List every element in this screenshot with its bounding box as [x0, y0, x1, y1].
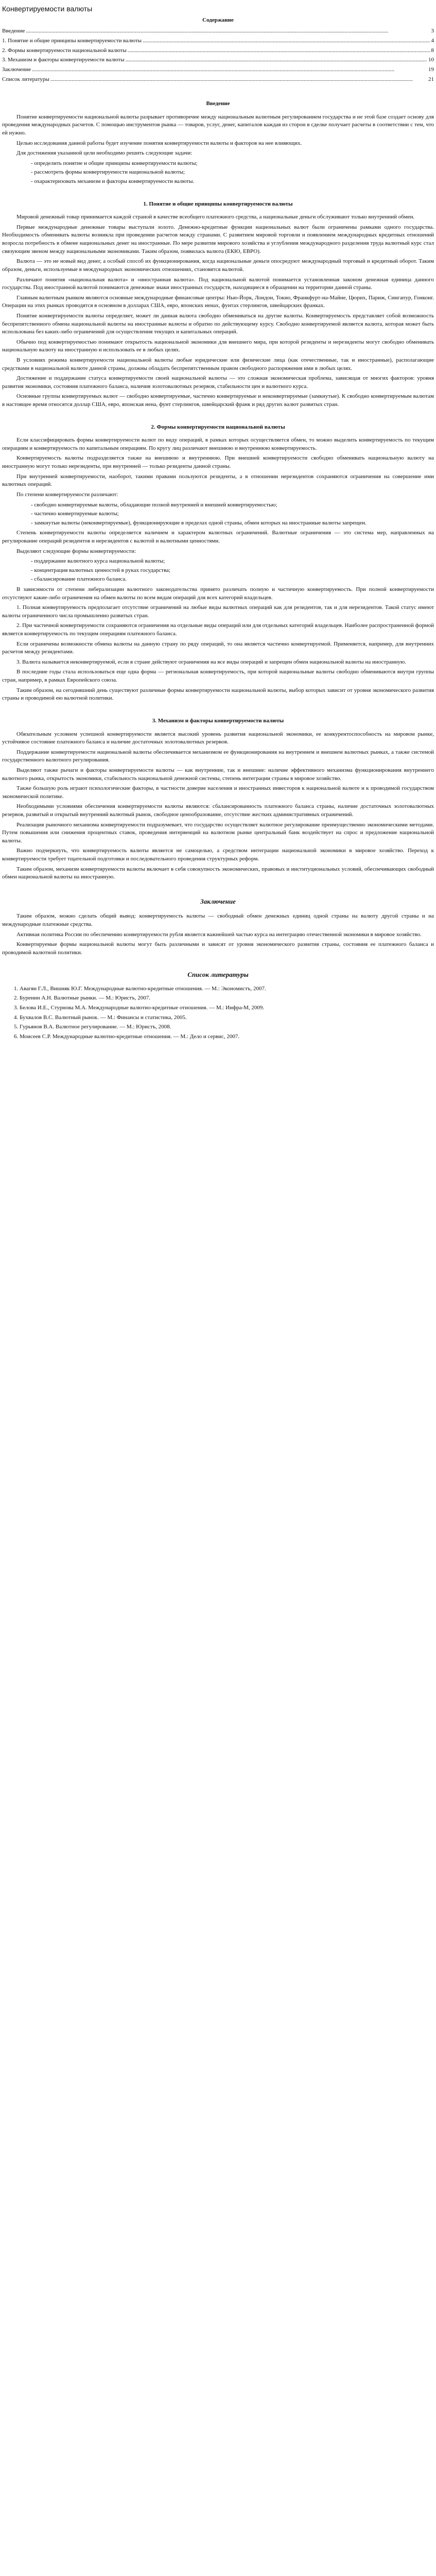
toc-item-label: Заключение: [2, 66, 31, 73]
section-1-paragraph: Понятие конвертируемости валюты определяет, может ли данная валюта свободно обмениваться на другие валюты. Конвертируемость представляет собой возможность беспрепятственного обмена национальной валюты на иностранные валюты и обратно по действующему курсу. Свободно конвертируемой является валюта, которая может быть использована без каких-либо ограничений для осуществления текущих и капитальных операций.: [2, 312, 434, 335]
section-1: [0, 200, 436, 409]
reference-item: 4. Бухвалов В.С. Валютный рынок. — М.: Финансы и статистика, 2005.: [20, 1014, 434, 1022]
toc-heading: Содержание: [202, 16, 234, 23]
section-2-paragraph: Если ограничены возможности обмена валюты на данную страну по ряду операций, то она является частично конвертируемой. Применяется, например, для внутренних расчетов между резидентами.: [2, 640, 434, 655]
toc-dot-leader: [128, 47, 430, 55]
degree-item: - частично конвертируемые валюты;: [31, 510, 434, 518]
section-3-title: 3. Механизм и факторы конвертируемости валюты: [152, 717, 284, 724]
section-2: [0, 423, 436, 703]
form-item: - поддержание валютного курса национальной валюты;: [31, 557, 434, 566]
section-2-title: 2. Формы конвертируемости национальной валюты: [151, 423, 285, 430]
references-list: [2, 985, 434, 1041]
section-3-paragraph: Поддержание конвертируемости национальной валюты обеспечивается механизмом ее функционирования на внутреннем и внешнем валютных рынках, а также системой государственного валютного регулирования.: [2, 749, 434, 764]
conclusion-paragraph: Активная политика России по обеспечению конвертируемости рубля является важнейшей частью курса на интеграцию отечественной экономики в мировое хозяйство.: [16, 931, 422, 938]
toc-dot-leader: [32, 66, 427, 74]
document-title: Конвертируемости валюты: [2, 5, 93, 13]
section-3-paragraph: Необходимыми условиями обеспечения конвертируемости валюты являются: сбалансированность платежного баланса страны, наличие достаточных золотовалютных резервов, развитый и открытый внутренний валютный рынок, свободное ценообразование, отсутствие жестких административных ограничений.: [2, 803, 434, 818]
intro-paragraph: Для достижения указанной цели необходимо решить следующие задачи:: [16, 150, 193, 157]
intro-title: Введение: [206, 100, 230, 107]
section-1-title: 1. Понятие и общие принципы конвертируемости валюты: [143, 200, 293, 207]
reference-item: 3. Белова И.Е., Стурнова М.А. Международные валютно-кредитные отношения. — М.: Инфра-М, 2009.: [20, 1004, 434, 1012]
toc-item[interactable]: [2, 37, 434, 45]
toc-item-page: 21: [428, 76, 434, 82]
section-1-paragraph: Различают понятия «национальная валюта» и «иностранная валюта». Под национальной валютой понимается установленная законом денежная единица данного государства. Под иностранной валютой понимаются денежные знаки иностранных государств, находящиеся в обращении на территории данной страны.: [2, 276, 434, 291]
toc-dot-leader: [143, 37, 430, 45]
section-1-paragraph: Главным валютным рынком являются основные международные финансовые центры: Нью-Йорк, Лондон, Токио, Франкфурт-на-Майне, Цюрих, Париж, Сингапур, Гонконг. Операции на этих рынках проводятся в основном в долларах США, евро, японских иенах, фунтах стерлингов, швейцарских франках.: [2, 294, 434, 309]
section-2-paragraph: Выделяют следующие формы конвертируемости:: [16, 548, 136, 554]
section-3-paragraph: Выделяют также рычаги и факторы конвертируемости валюты — как внутренние, так и внешние: наличие эффективного механизма функционирования внутреннего валютного рынка, открытость экономики, стабильность национальной денежной системы, степень интеграции страны в мировое хозяйство.: [2, 767, 434, 782]
section-2-paragraph: Степень конвертируемости валюты определяется наличием и характером валютных ограничений. Валютные ограничения — это система мер, направленных на регулирование операций резидентов и нерезидентов с валютой и валютными ценностями.: [2, 530, 434, 544]
form-item: - сбалансирование платежного баланса.: [31, 575, 434, 584]
section-2-paragraph: 3. Валюта называется неконвертируемой, если в стране действуют ограничения на все виды операций и запрещен обмен национальной валюты на иностранную.: [16, 658, 406, 665]
document-page: [0, 0, 436, 1063]
intro-paragraph: Понятие конвертируемости национальной валюты разрывает противоречие между национальным валютным регулированием государства и не этой базе создает основу для проведения международных расчетов. С помощью инструментов рынка — товаров, услуг, денег, капиталов каждая из сторон в сделке получает расчеты в соответствии с тем, что ей нужно.: [2, 113, 434, 136]
section-2-paragraph: При внутренней конвертируемости, наоборот, такими правами пользуются резиденты, а в отношении нерезидентов сохраняются ограничения на совершение ими валютных операций.: [2, 473, 434, 488]
degree-item: - замкнутые валюты (неконвертируемые), функционирующие в пределах одной страны, обмен которых на иностранные валюты запрещен.: [31, 519, 434, 528]
section-3-paragraph: Таким образом, механизм конвертируемости валюты включает в себя совокупность экономических, правовых и институциональных условий, обеспечивающих свободный обмен национальной валюты на иностранную.: [2, 866, 434, 880]
section-2-paragraph: 2. При частичной конвертируемости сохраняются ограничения на отдельные виды операций или для отдельных категорий владельцев. Наиболее распространенной формой является конвертируемость по текущим операциям платежного баланса.: [2, 622, 434, 637]
forms-list: [2, 557, 434, 584]
references-title: Список литературы: [187, 971, 249, 979]
toc-item-page: 8: [431, 47, 434, 54]
section-1-paragraph: Обычно под конвертируемостью понимают открытость национальной экономики для внешнего мира, при которой резиденты и нерезиденты могут свободно обменивать национальную валюту на иностранную и использовать ее в любых целях.: [2, 338, 434, 353]
toc-dot-leader: [50, 76, 427, 84]
conclusion-paragraph: Конвертируемые формы национальной валюты могут быть различными и зависят от уровня экономического развития страны, состояния ее платежного баланса и проводимой валютной политики.: [2, 941, 434, 956]
section-1-paragraph: Первые международные денежные товары выступали золото. Денежно-кредитные функции национальных валют были ограничены рамками одного государства. Необходимость обменивать валюты возникла при проведении расчетов между странами. С развитием мировой торговли и появлением международных кредитных отношений возросла потребность в обмене национальных денег на иностранные. По мере развития мирового хозяйства и углубления международного разделения труда валютный курс стал связующим звеном между национальными экономиками. Таким образом, появилась валюта (ЕКЮ, ЕВРО).: [2, 224, 434, 255]
degrees-list: [2, 501, 434, 528]
intro-task-item: - охарактеризовать механизм и факторы конвертируемости валюты.: [31, 178, 434, 186]
toc-item[interactable]: [2, 27, 434, 36]
section-1-paragraph: Валюта — это не новый вид денег, а особый способ их функционирования, когда национальные деньги опосредуют международный торговый и кредитный оборот. Таким образом, деньги, используемые в международных экономических отношениях, становятся валютой.: [2, 258, 434, 273]
introduction-section: [0, 100, 436, 185]
conclusion-title: Заключение: [200, 897, 236, 905]
toc-item-label: 1. Понятие и общие принципы конвертируемости валюты: [2, 38, 142, 44]
toc-item-label: Список литературы: [2, 76, 49, 82]
conclusion-section: [0, 897, 436, 957]
toc-item-page: 4: [431, 38, 434, 44]
section-3-paragraph: Также большую роль играют психологические факторы, в частности доверие населения и иностранных инвесторов к национальной валюте и к проводимой государством экономической политике.: [2, 785, 434, 800]
conclusion-paragraph: Таким образом, можно сделать общий вывод: конвертируемость валюты — свободный обмен денежных единиц одной страны на валюту другой страны и на международные платежные средства.: [2, 913, 434, 927]
toc-item-label: Введение: [2, 28, 25, 35]
section-1-paragraph: В условиях режима конвертируемости национальной валюты любые юридические или физические лица (как отечественные, так и иностранные), располагающие средствами в национальной валюте данной страны, должны обладать беспрепятственным правом свободного распоряжения ими в любых целях.: [2, 357, 434, 371]
toc-item-label: 2. Формы конвертируемости национальной валюты: [2, 47, 127, 54]
toc-item-page: 3: [431, 28, 434, 35]
intro-paragraph: Целью исследования данной работы будет изучение понятия конвертируемости валюты и факторов на нее влияющих.: [16, 140, 302, 146]
section-2-paragraph: Таким образом, на сегодняшний день существуют различные формы конвертируемости национальной валюты, выбор которых зависит от уровня экономического развития страны и проводимой ею валютной политики.: [2, 687, 434, 702]
table-of-contents: [0, 16, 436, 83]
section-3-paragraph: Реализация рыночного механизма конвертируемости подразумевает, что государство осуществляет валютное регулирование преимущественно экономическими методами. Путем повышения или снижения процентных ставок, проведения интервенций на валютном рынке центральный банк воздействует на спрос и предложение национальной валюты.: [2, 821, 434, 844]
toc-item[interactable]: [2, 76, 434, 84]
toc-dot-leader: [26, 27, 430, 36]
toc-item[interactable]: [2, 66, 434, 74]
section-2-paragraph: В последние годы стала использоваться еще одна форма — региональная конвертируемость, при которой национальные валюты свободно обмениваются внутри группы стран, например, в рамках Европейского союза.: [2, 669, 434, 684]
reference-item: 2. Буренин А.Н. Валютные рынки. — М.: Юристъ, 2007.: [20, 994, 434, 1003]
intro-task-list: [2, 160, 434, 186]
section-2-paragraph: По степени конвертируемости различают:: [16, 491, 118, 498]
form-item: - концентрация валютных ценностей в руках государства;: [31, 567, 434, 575]
degree-item: - свободно конвертируемые валюты, обладающие полной внутренней и внешней конвертируемостью;: [31, 501, 434, 510]
intro-task-item: - рассмотреть формы конвертируемости национальной валюты;: [31, 168, 434, 177]
section-3: [0, 717, 436, 882]
reference-item: 5. Гурьянов В.А. Валютное регулирование. — М.: Юристъ, 2008.: [20, 1023, 434, 1031]
toc-item-page: 10: [428, 57, 434, 63]
reference-item: 6. Моисеев С.Р. Международные валютно-кредитные отношения. — М.: Дело и сервис, 2007.: [20, 1033, 434, 1041]
section-2-paragraph: В зависимости от степени либерализации валютного законодательства принято различать полную и частичную конвертируемость. При полной конвертируемости отсутствуют какие-либо ограничения на обмен валюты по всем видам операций для всех категорий владельцев.: [2, 586, 434, 601]
section-2-paragraph: 1. Полная конвертируемость предполагает отсутствие ограничений на любые виды валютных операций как для резидентов, так и для нерезидентов. Такой статус имеют валюты ограниченного числа промышленно развитых стран.: [2, 604, 434, 619]
section-1-paragraph: Достижение и поддержание статуса конвертируемости своей национальной валюты — это сложная экономическая проблема, зависящая от многих факторов: уровня развития экономики, состояния платежного баланса, наличия золотовалютных резервов, стабильности цен и валютного курса.: [2, 375, 434, 389]
section-2-paragraph: Конвертируемость валюты подразделяется также на внешнюю и внутреннюю. При внешней конвертируемости свободно обменивать национальную валюту на иностранную могут только нерезиденты, при внутренней — только резиденты данной страны.: [2, 455, 434, 470]
toc-item-label: 3. Механизм и факторы конвертируемости валюты: [2, 57, 125, 63]
section-2-paragraph: Если классифицировать формы конвертируемости валют по виду операций, в рамках которых осуществляется обмен, то можно выделить конвертируемость по текущим операциям и конвертируемость по капитальным операциям. По кругу лиц различают внешнюю и внутреннюю конвертируемость.: [2, 437, 434, 451]
toc-dot-leader: [126, 56, 427, 64]
section-1-paragraph: Мировой денежный товар принимается каждой страной в качестве всеобщего платежного средства, а национальные деньги обслуживают только внутренний обмен.: [16, 214, 415, 221]
section-3-paragraph: Обязательным условием успешной конвертируемости является высокий уровень развития национальной экономики, ее конкурентоспособность на мировом рынке, устойчивое состояние платежного баланса и наличие достаточных золотовалютных резервов.: [2, 731, 434, 745]
section-3-paragraph: Важно подчеркнуть, что конвертируемость валюты является не самоцелью, а средством интеграции национальной экономики в мировое хозяйство. Переход к конвертируемости требует тщательной подготовки и последовательного проведения структурных реформ.: [2, 848, 434, 862]
reference-item: 1. Авагян Г.Л., Вишняк Ю.Г. Международные валютно-кредитные отношения. — М.: Экономистъ, 2007.: [20, 985, 434, 993]
toc-item[interactable]: [2, 56, 434, 64]
intro-task-item: - определить понятие и общие принципы конвертируемости валюты;: [31, 160, 434, 168]
references-section: [0, 970, 436, 1041]
toc-item-page: 19: [428, 66, 434, 73]
toc-item[interactable]: [2, 47, 434, 55]
section-1-paragraph: Основные группы конвертируемых валют — свободно конвертируемые, частично конвертируемые и неконвертируемые (замкнутые). К свободно конвертируемым валютам в настоящее время относятся доллар США, евро, японская иена, фунт стерлингов, швейцарский франк и ряд других валют развитых стран.: [2, 393, 434, 408]
